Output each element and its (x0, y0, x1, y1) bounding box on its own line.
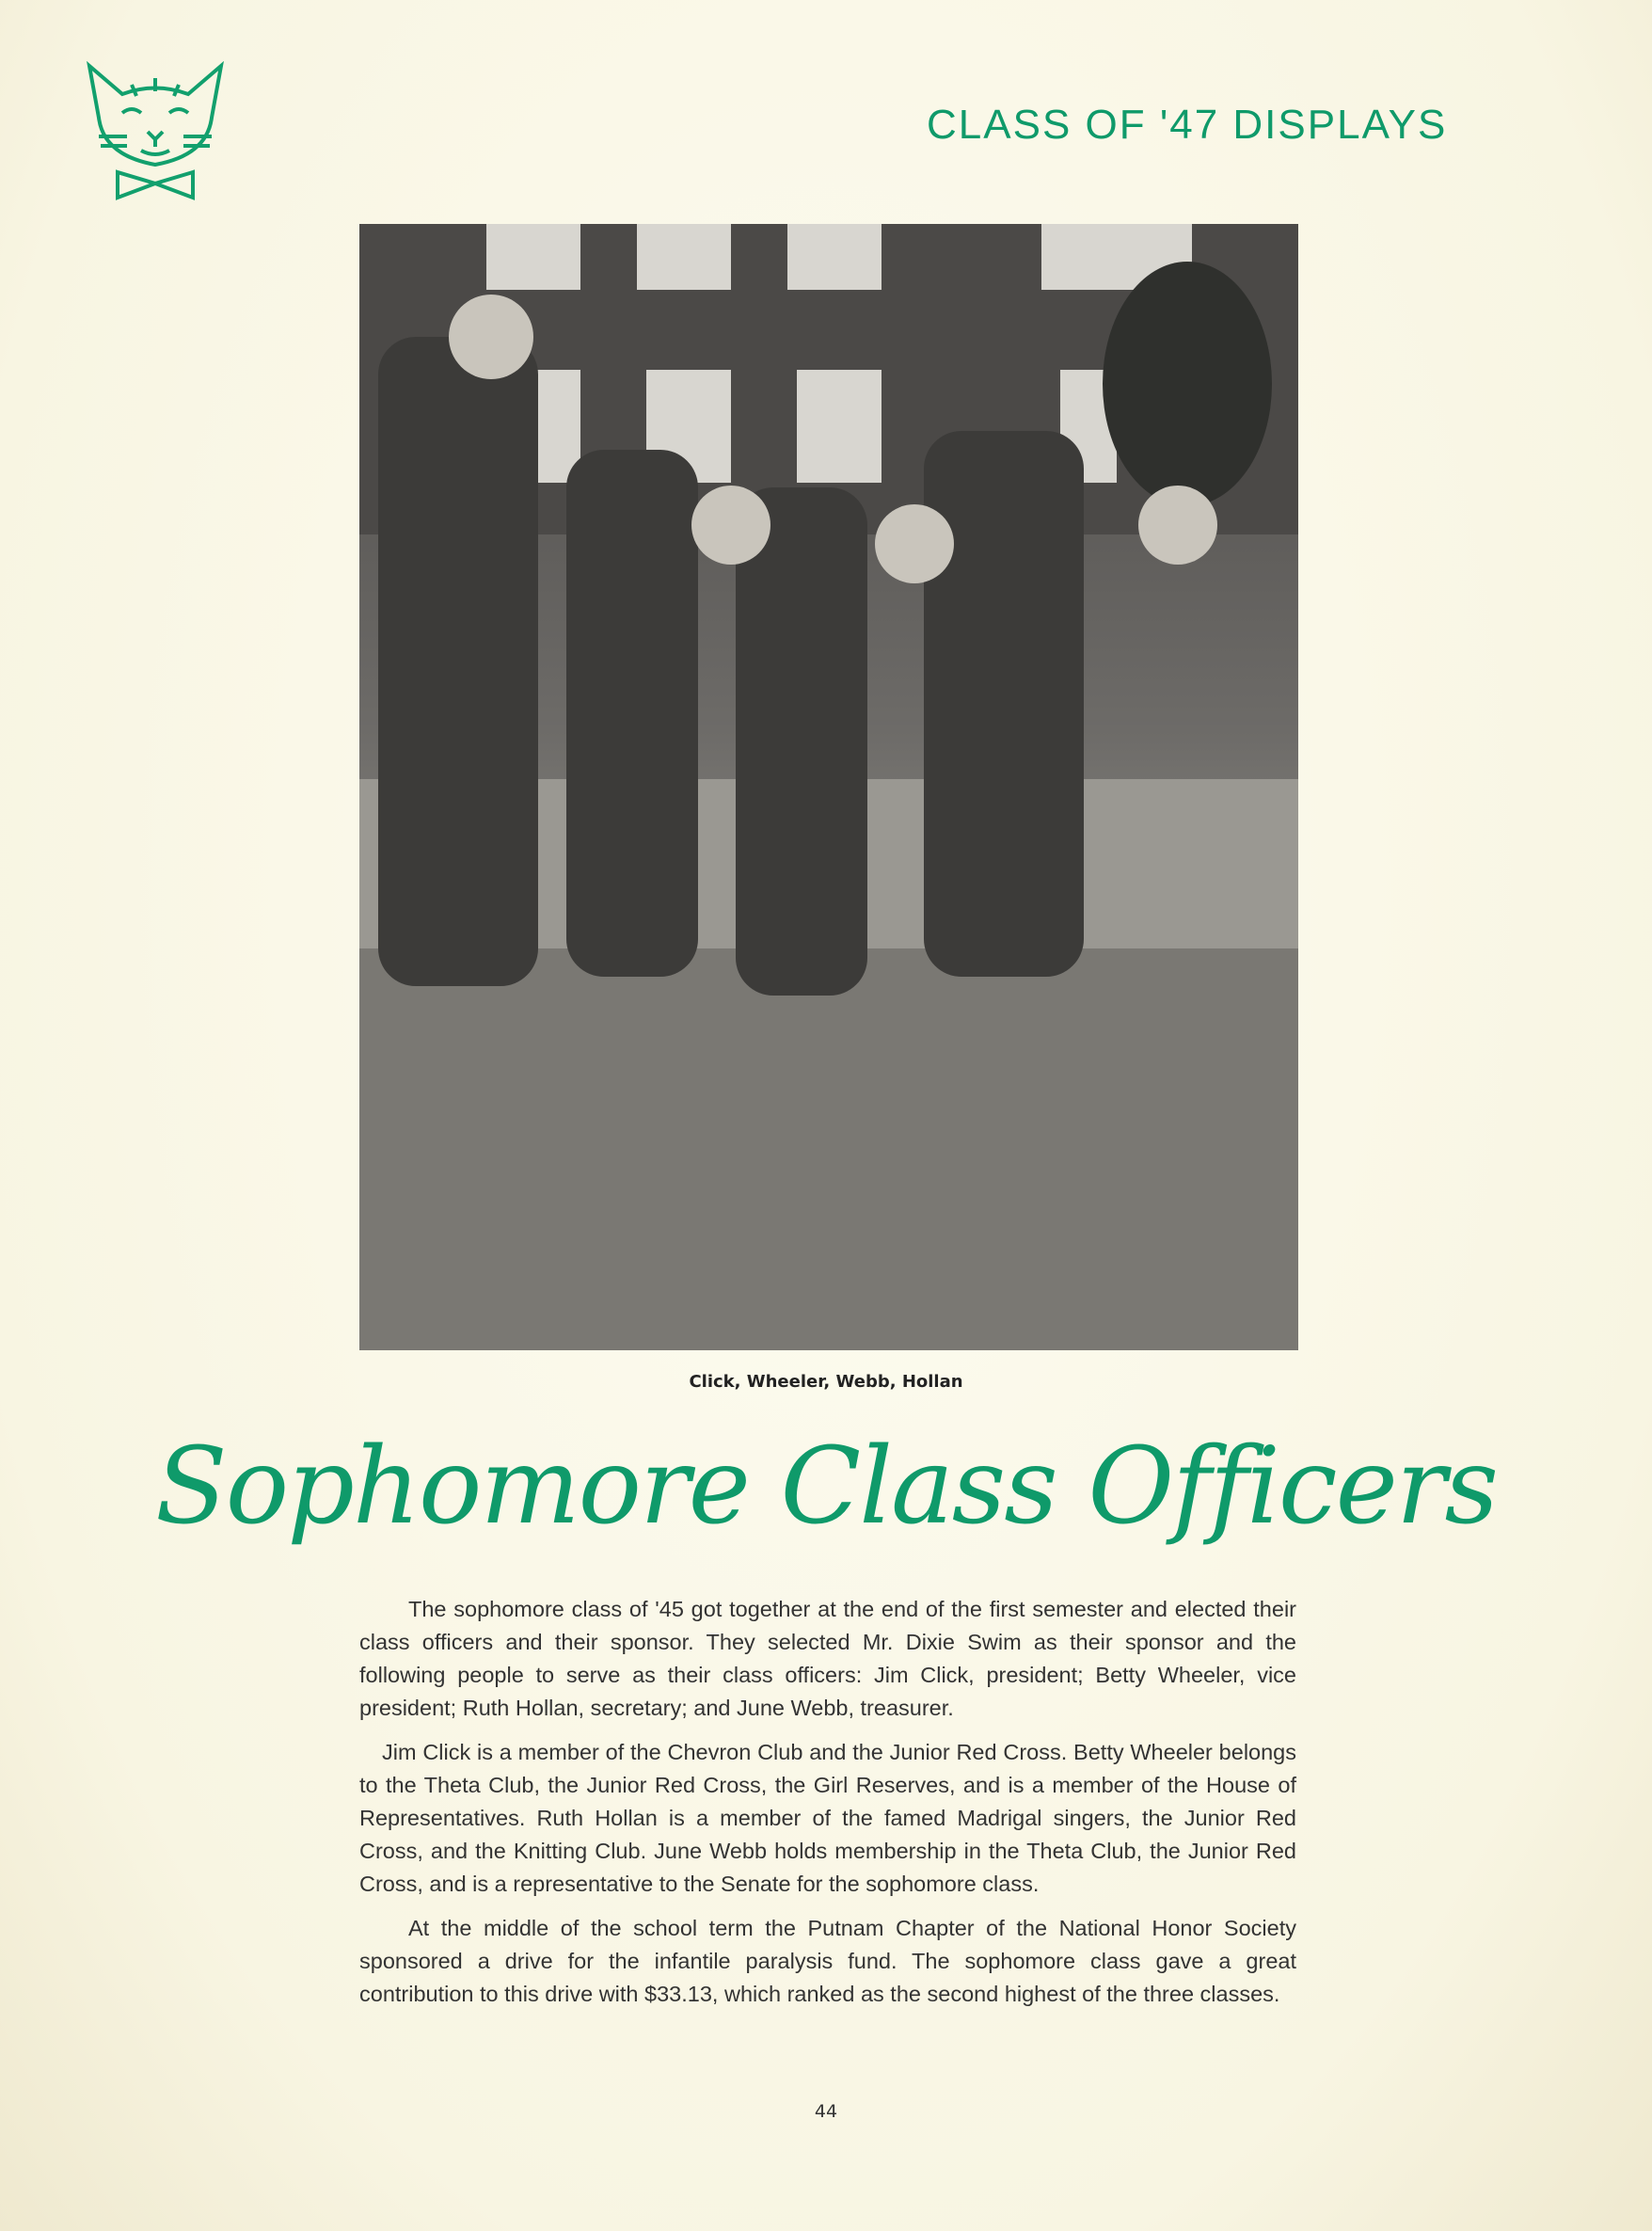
wildcat-bowtie-icon (80, 61, 230, 202)
page-number: 44 (814, 2101, 838, 2122)
article-body (359, 1593, 1296, 2022)
photo-caption: Click, Wheeler, Webb, Hollan (689, 1372, 963, 1392)
paragraph-fund-drive: At the middle of the school term the Putnam Chapter of the National Honor Society sponsored a drive for the infantile paralysis fund. The sophomore class gave a great contribution to this drive with $33.13, which ranked as the second highest of the three classes. (359, 1916, 1296, 2006)
class-officers-photo (359, 224, 1298, 1350)
section-header: CLASS OF '47 DISPLAYS (927, 102, 1448, 148)
article-title: Sophomore Class Officers (155, 1426, 1497, 1548)
paragraph-memberships: Jim Click is a member of the Chevron Club and the Junior Red Cross. Betty Wheeler belongs to the Theta Club, the Junior Red Cross, the Girl Reserves, and is a member of the House of Representatives. Ruth Hollan is a member of the famed Madrigal singers, the Junior Red Cross, and the Knitting Club. June Webb holds membership in the Theta Club, the Junior Red Cross, and is a representative to the Senate for the sophomore class. (359, 1740, 1296, 1896)
paragraph-election: The sophomore class of '45 got together at the end of the first semester and elected their class officers and their sponsor. They selected Mr. Dixie Swim as their sponsor and the following people to serve as their class officers: Jim Click, president; Betty Wheeler, vice president; Ruth Hollan, secretary; and June Webb, treasurer. (359, 1597, 1296, 1720)
